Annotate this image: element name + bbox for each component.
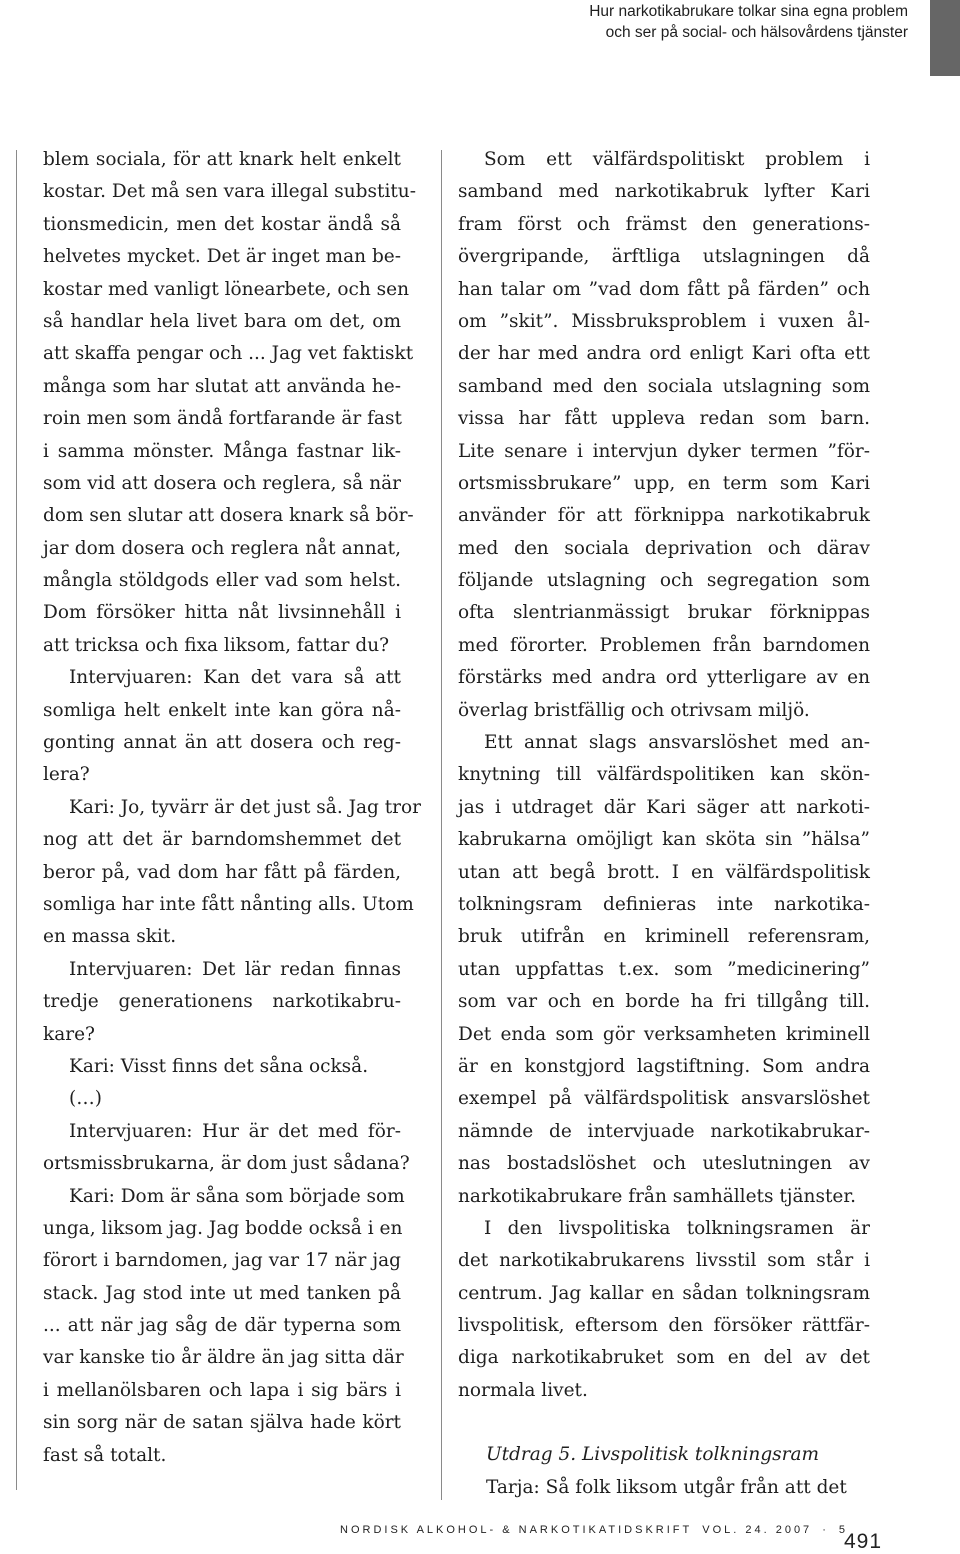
right_column-line: Det enda som gör verksamheten kriminell [458, 1023, 870, 1045]
left_column-line: i samma mönster. Många fastnar lik- [43, 440, 401, 462]
right-column [458, 144, 870, 1504]
excerpt-spacer [458, 1407, 870, 1439]
right_column-line: normala livet. [458, 1379, 588, 1401]
right_column-line: använder för att förknippa narkotikabruk [458, 505, 870, 527]
left_column-line: kostar med vanligt lönearbete, och sen [43, 278, 410, 300]
left-margin-rule [16, 150, 17, 1490]
left_column-line: sin sorg när de satan själva hade kört [43, 1412, 401, 1434]
left_column-line: fast så totalt. [43, 1444, 167, 1466]
left_column-line: var kanske tio år äldre än jag sitta där [43, 1347, 404, 1369]
right_column-line: exempel på välfärdspolitisk ansvarslöshet [458, 1088, 870, 1110]
left_column-line: i mellanölsbaren och lapa i sig bärs i [43, 1379, 401, 1401]
running-head-line-1: Hur narkotikabrukare tolkar sina egna problem [589, 3, 908, 20]
right_column-line: knytning till välfärdspolitiken kan skön- [458, 764, 870, 786]
right_column-line: diga narkotikabruket som en del av det [458, 1347, 870, 1369]
right_column-line: der har med andra ord enligt Kari ofta ett [458, 343, 870, 365]
left_column-line: så handlar hela livet bara om det, om [43, 310, 401, 332]
left_column-line: helvetes mycket. Det är inget man be- [43, 246, 401, 268]
left_column-line: (…) [69, 1088, 102, 1110]
left_column-line: nog att det är barndomshemmet det [43, 829, 401, 851]
right_column-line: Som ett välfärdspolitiskt problem i [484, 149, 870, 170]
right_column-line: tolkningsram definieras inte narkotika- [458, 893, 870, 915]
right_column-line: kabrukarna omöjligt kan sköta sin ”hälsa” [458, 829, 870, 851]
right_column-line: överlag bristfällig och otrivsam miljö. [458, 699, 810, 721]
right-column-text [458, 144, 870, 1407]
right_column-line: I den livspolitiska tolkningsramen är [484, 1217, 870, 1239]
running-head-line-2: och ser på social- och hälsovårdens tjänster [605, 24, 908, 41]
left_column-line: Intervjuaren: Hur är det med för- [69, 1120, 401, 1142]
left_column-line: tredje generationens narkotikabru- [43, 991, 401, 1013]
left_column-line: ... att när jag såg de där typerna som [43, 1315, 401, 1337]
journal-footer [340, 1524, 882, 1536]
right_column-line: nas bostadslöshet och uteslutningen av [458, 1153, 870, 1175]
journal-issue: 5 [838, 1524, 848, 1536]
left_column-line: att skaffa pengar och ... Jag vet faktiskt [43, 343, 414, 365]
left_column-line: somliga helt enkelt inte kan göra nå- [43, 699, 401, 721]
right_column-line: med förorter. Problemen från barndomen [458, 634, 870, 656]
right_column-line: livspolitisk, eftersom den försöker rättfär- [458, 1315, 870, 1337]
right_column-line: jas i utdraget där Kari säger att narkoti- [458, 796, 870, 818]
right_column-line: det narkotikabrukarens livsstil som står i [458, 1250, 870, 1272]
right_column-line: han talar om ”vad dom fått på färden” och [458, 278, 870, 300]
left_column-line: många som har slutat att använda he- [43, 375, 401, 397]
left_column-line: gonting annat än att dosera och reg- [43, 732, 401, 754]
excerpt-first-line: Tarja: Så folk liksom utgår från att det [486, 1476, 847, 1498]
right_column-line: övergripande, ärftliga utslagningen då [458, 246, 870, 268]
running-head [589, 0, 908, 43]
right_column-line: förstärks med andra ord ytterligare av en [458, 667, 870, 689]
right_column-line: nämnde de intervjuade narkotikabrukar- [458, 1120, 870, 1142]
right_column-line: utan att begå brott. I en välfärdspolitisk [458, 861, 870, 883]
corner-tab [930, 0, 960, 76]
left_column-line: att tricksa och fixa liksom, fattar du? [43, 634, 390, 656]
right_column-line: vissa har fått uppleva redan som barn. [458, 408, 870, 430]
right_column-line: med den sociala deprivation och därav [458, 537, 870, 559]
footer-separator: · [822, 1524, 829, 1536]
left_column-line: Intervjuaren: Det lär redan finnas [69, 958, 401, 980]
left_column-line: kostar. Det må sen vara illegal substitu- [43, 181, 416, 203]
right_column-line: som var och en borde ha fri tillgång till. [458, 991, 870, 1013]
left_column-line: jar dom dosera och reglera nåt annat, [43, 537, 401, 559]
right_column-line: ofta slentrianmässigt brukar förknippas [458, 602, 870, 624]
left_column-line: Kari: Visst finns det såna också. [69, 1055, 369, 1077]
right_column-line: samband med narkotikabruk lyfter Kari [458, 181, 870, 203]
page-number: 491 [844, 1530, 883, 1553]
left_column-line: mångla stöldgods eller vad som helst. [43, 570, 401, 592]
left_column-line: Kari: Dom är såna som började som [69, 1185, 405, 1207]
left_column-line: som vid att dosera och reglera, så när [43, 472, 401, 494]
right_column-line: Ett annat slags ansvarslöshet med an- [484, 732, 870, 754]
right_column-line: Lite senare i intervjun dyker termen ”för- [458, 440, 870, 462]
right_column-line: om ”skit”. Missbruksproblem i vuxen ål- [458, 310, 870, 332]
left_column-line: en massa skit. [43, 926, 177, 948]
left_column-line: roin men som ändå fortfarande är fast [43, 408, 402, 430]
left_column-line: blem sociala, för att knark helt enkelt [43, 149, 401, 170]
right_column-line: centrum. Jag kallar en sådan tolkningsram [458, 1282, 870, 1304]
left_column-line: förort i barndomen, jag var 17 när jag [43, 1250, 401, 1272]
left_column-line: tionsmedicin, men det kostar ändå så [43, 213, 401, 235]
excerpt-title: Utdrag 5. Livspolitisk tolkningsram [486, 1444, 820, 1466]
left_column-line: Intervjuaren: Kan det vara så att [69, 667, 401, 689]
right_column-line: ortsmissbrukare” upp, en term som Kari [458, 472, 870, 494]
journal-volume: VOL. 24. 2007 [702, 1524, 813, 1536]
right_column-line: narkotikabrukare från samhällets tjänster. [458, 1185, 857, 1207]
left_column-line: Dom försöker hitta nåt livsinnehåll i [43, 602, 401, 624]
left_column-line: kare? [43, 1023, 95, 1045]
left_column-line: beror på, vad dom har fått på färden, [43, 861, 401, 883]
column-divider-rule [441, 150, 442, 1500]
right_column-line: bruk utifrån en kriminell referensram, [458, 926, 870, 948]
right_column-line: fram först och främst den generations- [458, 213, 870, 235]
left-column [43, 144, 422, 1472]
left_column-line: Kari: Jo, tyvärr är det just så. Jag tror [69, 796, 422, 818]
left_column-line: dom sen slutar att dosera knark så bör- [43, 505, 414, 527]
left_column-line: lera? [43, 764, 90, 786]
right_column-line: följande utslagning och segregation som [458, 570, 870, 592]
left_column-line: ortsmissbrukarna, är dom just sådana? [43, 1153, 410, 1175]
left_column-line: stack. Jag stod inte ut med tanken på [43, 1282, 401, 1304]
left_column-line: unga, liksom jag. Jag bodde också i en [43, 1217, 403, 1239]
journal-name: NORDISK ALKOHOL- & NARKOTIKATIDSKRIFT [340, 1524, 693, 1536]
left_column-line: somliga har inte fått nånting alls. Utom [43, 893, 414, 915]
right_column-line: utan uppfattas t.ex. som ”medicinering” [458, 958, 870, 980]
right_column-line: samband med den sociala utslagning som [458, 375, 870, 397]
right_column-line: är en konstgjord lagstiftning. Som andra [458, 1055, 870, 1077]
